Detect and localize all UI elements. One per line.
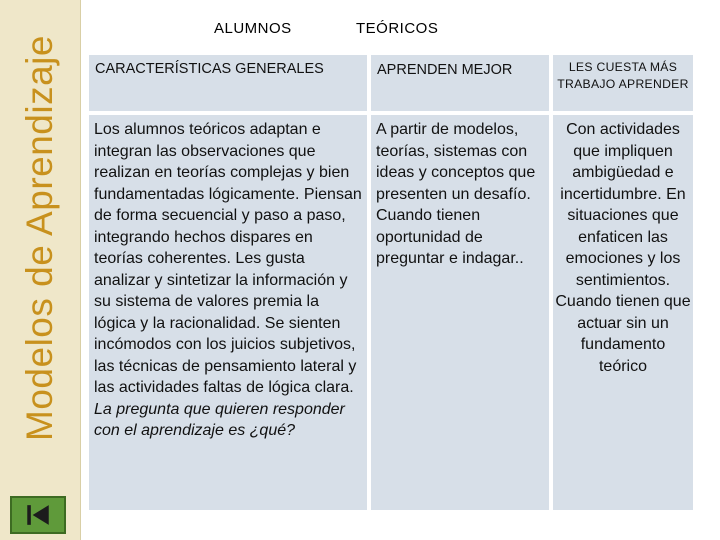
header-teoricos: TEÓRICOS	[356, 20, 439, 37]
first-slide-button[interactable]	[10, 496, 66, 534]
sidebar	[0, 0, 81, 540]
column-header-learn-best: APRENDEN MEJOR	[371, 55, 549, 111]
cell-harder: Con actividades que impliquen ambigüedad e incertidumbre. En situaciones que enfaticen las emociones y los sentimientos. Cuando tienen que actuar sin un fundamento teórico	[553, 115, 693, 510]
vertical-title: Modelos de Aprendizaje	[19, 35, 60, 441]
cell-characteristics	[89, 115, 367, 510]
column-header-characteristics: CARACTERÍSTICAS GENERALES	[89, 55, 367, 111]
characteristics-text: Los alumnos teóricos adaptan e integran las observaciones que realizan en teorías complejas y bien fundamentadas lógicamente. Piensan de forma secuencial y paso a paso, integrando hechos dispares en teorías coherentes. Les gusta analizar y sintetizar la información y su sistema de valores premia la lógica y la racionalidad. Se sienten incómodos con los juicios subjetivos, las técnicas de pensamiento lateral y las actividades faltas de lógica clara.	[94, 121, 362, 396]
header-alumnos: ALUMNOS	[214, 20, 292, 37]
question-text: La pregunta que quieren responder con el aprendizaje es ¿qué?	[94, 400, 345, 439]
column-header-harder: LES CUESTA MÁS TRABAJO APRENDER	[553, 55, 693, 111]
cell-learn-best: A partir de modelos, teorías, sistemas con ideas y conceptos que presenten un desafío. Cuando tienen oportunidad de preguntar e indagar..	[371, 115, 549, 510]
skip-to-first-icon	[12, 498, 64, 532]
